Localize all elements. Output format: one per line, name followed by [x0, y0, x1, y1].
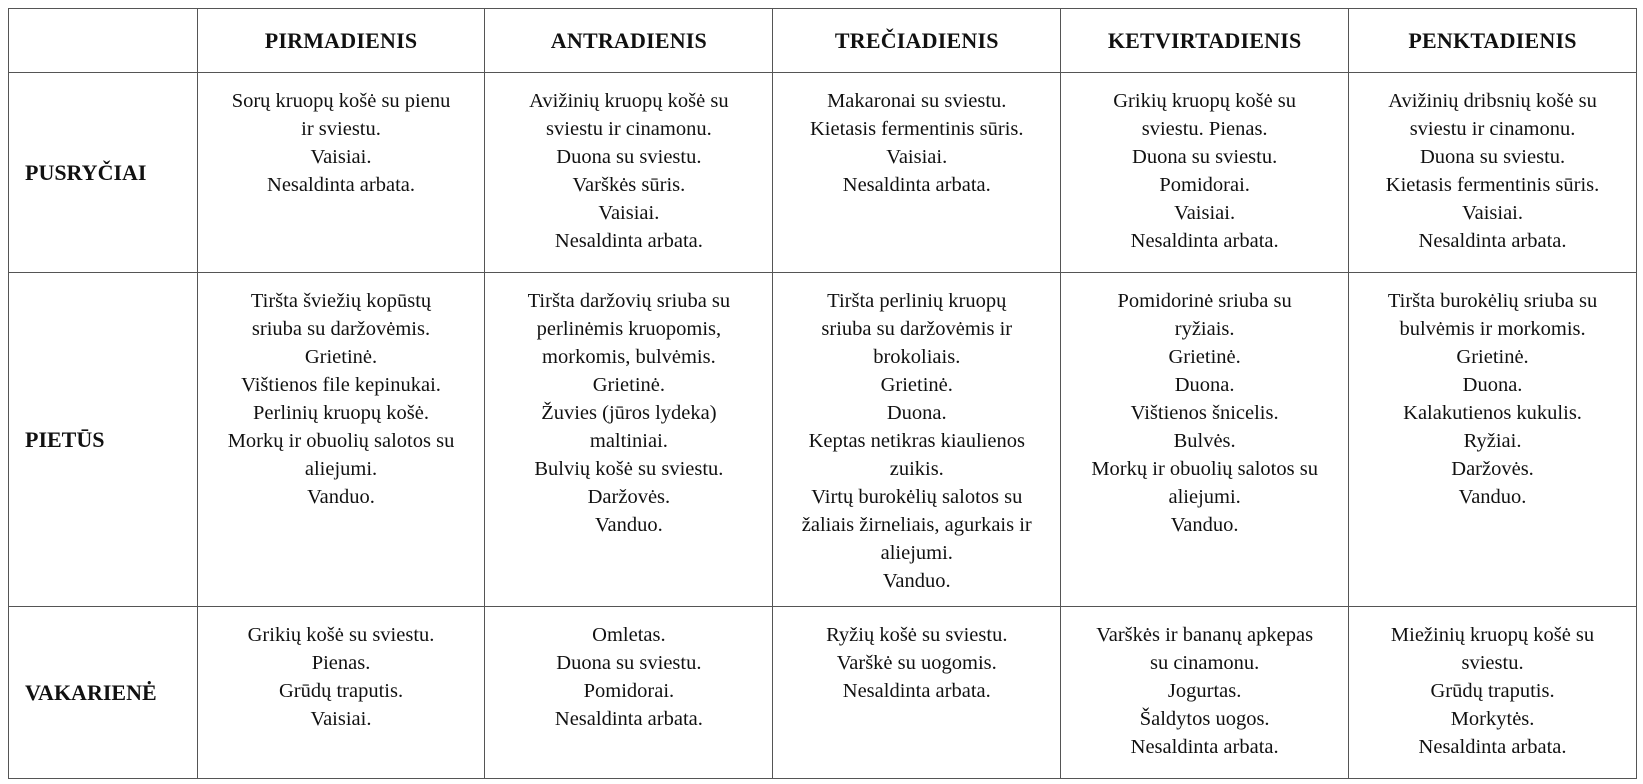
menu-line: Daržovės. — [587, 486, 671, 508]
menu-line: Grietinė. — [1456, 346, 1529, 368]
meal-row-lunch — [9, 273, 1637, 607]
menu-line: Pienas. — [311, 652, 371, 674]
menu-line: Vanduo. — [882, 570, 951, 592]
menu-line: Miežinių kruopų košė su — [1390, 624, 1595, 646]
menu-line: Ryžiai. — [1463, 430, 1522, 452]
menu-cell-breakfast-friday — [1349, 73, 1637, 273]
menu-line: aliejumi. — [304, 458, 378, 480]
menu-line: aliejumi. — [1168, 486, 1241, 508]
menu-line: Vištienos šnicelis. — [1130, 402, 1279, 424]
day-header-friday: PENKTADIENIS — [1349, 9, 1637, 73]
menu-line: Daržovės. — [1451, 458, 1534, 480]
menu-line: Morkų ir obuolių salotos su — [227, 430, 455, 452]
menu-line: Makaronai su sviestu. — [827, 90, 1007, 112]
menu-cell-dinner-friday — [1349, 607, 1637, 779]
corner-cell — [9, 9, 198, 73]
menu-line: Ryžių košė su sviestu. — [826, 624, 1008, 646]
menu-line: Nesaldinta arbata. — [267, 174, 415, 196]
menu-line: Grietinė. — [1168, 346, 1241, 368]
day-header-monday: PIRMADIENIS — [197, 9, 485, 73]
menu-line: Grūdų traputis. — [1430, 680, 1555, 702]
menu-line: Nesaldinta arbata. — [554, 230, 703, 252]
meal-label-dinner: VAKARIENĖ — [9, 607, 198, 779]
menu-line: Vanduo. — [1170, 514, 1239, 536]
menu-line: Pomidorinė sriuba su — [1117, 290, 1292, 312]
menu-line: Tiršta šviežių kopūstų — [250, 290, 432, 312]
menu-line: Vanduo. — [595, 514, 663, 536]
menu-cell-lunch-friday — [1349, 273, 1637, 607]
menu-line: bulvėmis ir morkomis. — [1399, 318, 1586, 340]
menu-line: Vanduo. — [307, 486, 375, 508]
menu-line: ryžiais. — [1174, 318, 1235, 340]
menu-line: Grietinė. — [592, 374, 666, 396]
menu-line: Vaisiai. — [310, 708, 372, 730]
menu-line: morkomis, bulvėmis. — [542, 346, 716, 368]
menu-line: Duona. — [1462, 374, 1523, 396]
menu-line: Nesaldinta arbata. — [1130, 230, 1279, 252]
menu-line: Bulvės. — [1173, 430, 1236, 452]
menu-line: Vaisiai. — [886, 146, 948, 168]
menu-line: Pomidorai. — [583, 680, 675, 702]
menu-line: su cinamonu. — [1149, 652, 1260, 674]
menu-line: sriuba su daržovėmis. — [251, 318, 431, 340]
menu-line: Vištienos file kepinukai. — [241, 374, 441, 396]
menu-line: sviestu ir cinamonu. — [546, 118, 712, 140]
header-row — [9, 9, 1637, 73]
menu-cell-breakfast-tuesday — [485, 73, 773, 273]
menu-line: Duona su sviestu. — [1132, 146, 1278, 168]
menu-line: Duona su sviestu. — [1419, 146, 1566, 168]
menu-cell-dinner-thursday — [1061, 607, 1349, 779]
menu-line: Morkytės. — [1450, 708, 1535, 730]
menu-line: Perlinių kruopų košė. — [253, 402, 429, 424]
menu-line: sriuba su daržovėmis ir — [821, 318, 1013, 340]
menu-line: Varškės ir bananų apkepas — [1096, 624, 1314, 646]
menu-line: Varškė su uogomis. — [836, 652, 997, 674]
day-header-tuesday: ANTRADIENIS — [485, 9, 773, 73]
menu-line: Kietasis fermentinis sūris. — [810, 118, 1024, 140]
menu-line: žaliais žirneliais, agurkais ir — [801, 514, 1032, 536]
menu-line: brokoliais. — [873, 346, 961, 368]
menu-line: Virtų burokėlių salotos su — [811, 486, 1023, 508]
menu-line: Grietinė. — [304, 346, 378, 368]
menu-line: Pomidorai. — [1159, 174, 1250, 196]
menu-line: sviestu. Pienas. — [1141, 118, 1268, 140]
menu-line: Sorų kruopų košė su pienu — [231, 90, 451, 112]
menu-line: Nesaldinta arbata. — [1418, 736, 1567, 758]
menu-line: Tiršta burokėlių sriuba su — [1387, 290, 1598, 312]
menu-line: Morkų ir obuolių salotos su — [1091, 458, 1318, 480]
meal-row-breakfast — [9, 73, 1637, 273]
menu-line: Bulvių košė su sviestu. — [534, 458, 724, 480]
menu-line: Grietinė. — [880, 374, 953, 396]
menu-line: Tiršta perlinių kruopų — [827, 290, 1007, 312]
menu-line: Avižinių kruopų košė su — [529, 90, 729, 112]
menu-cell-dinner-wednesday — [773, 607, 1061, 779]
menu-cell-breakfast-thursday — [1061, 73, 1349, 273]
menu-line: Nesaldinta arbata. — [554, 708, 703, 730]
menu-line: Grikių kruopų košė su — [1113, 90, 1297, 112]
day-header-thursday: KETVIRTADIENIS — [1061, 9, 1349, 73]
menu-line: Tiršta daržovių sriuba su — [527, 290, 731, 312]
menu-line: Grikių košė su sviestu. — [247, 624, 435, 646]
menu-line: Vaisiai. — [1462, 202, 1523, 224]
menu-cell-breakfast-wednesday — [773, 73, 1061, 273]
menu-line: Vaisiai. — [1174, 202, 1236, 224]
menu-line: Duona su sviestu. — [556, 652, 702, 674]
menu-line: perlinėmis kruopomis, — [536, 318, 722, 340]
menu-cell-lunch-tuesday — [485, 273, 773, 607]
meal-label-lunch: PIETŪS — [9, 273, 198, 607]
menu-line: Keptas netikras kiaulienos — [808, 430, 1025, 452]
menu-cell-dinner-monday — [197, 607, 485, 779]
menu-line: Duona. — [886, 402, 947, 424]
menu-cell-lunch-monday — [197, 273, 485, 607]
menu-line: Duona su sviestu. — [556, 146, 702, 168]
menu-line: Avižinių dribsnių košė su — [1388, 90, 1597, 112]
menu-line: sviestu ir cinamonu. — [1409, 118, 1576, 140]
menu-line: Grūdų traputis. — [278, 680, 404, 702]
menu-line: Vaisiai. — [598, 202, 660, 224]
menu-line: Varškės sūris. — [572, 174, 686, 196]
day-header-wednesday: TREČIADIENIS — [773, 9, 1061, 73]
menu-line: Jogurtas. — [1167, 680, 1242, 702]
menu-line: Kietasis fermentinis sūris. — [1385, 174, 1600, 196]
menu-line: sviestu. — [1461, 652, 1524, 674]
menu-line: aliejumi. — [880, 542, 953, 564]
menu-cell-breakfast-monday — [197, 73, 485, 273]
menu-line: zuikis. — [889, 458, 944, 480]
menu-line: ir sviestu. — [301, 118, 381, 140]
menu-cell-lunch-thursday — [1061, 273, 1349, 607]
menu-line: Žuvies (jūros lydeka) — [541, 402, 717, 424]
menu-line: Kalakutienos kukulis. — [1403, 402, 1582, 424]
menu-line: Nesaldinta arbata. — [842, 174, 991, 196]
menu-line: Nesaldinta arbata. — [1418, 230, 1567, 252]
menu-cell-lunch-wednesday — [773, 273, 1061, 607]
menu-line: Duona. — [1174, 374, 1235, 396]
meal-label-breakfast: PUSRYČIAI — [9, 73, 198, 273]
menu-line: maltiniai. — [589, 430, 668, 452]
menu-line: Vanduo. — [1458, 486, 1527, 508]
menu-line: Nesaldinta arbata. — [1130, 736, 1279, 758]
meal-row-dinner — [9, 607, 1637, 779]
menu-line: Nesaldinta arbata. — [842, 680, 991, 702]
menu-cell-dinner-tuesday — [485, 607, 773, 779]
menu-line: Šaldytos uogos. — [1139, 708, 1270, 730]
weekly-menu-table — [8, 8, 1637, 779]
menu-line: Omletas. — [592, 624, 666, 646]
menu-line: Vaisiai. — [310, 146, 372, 168]
